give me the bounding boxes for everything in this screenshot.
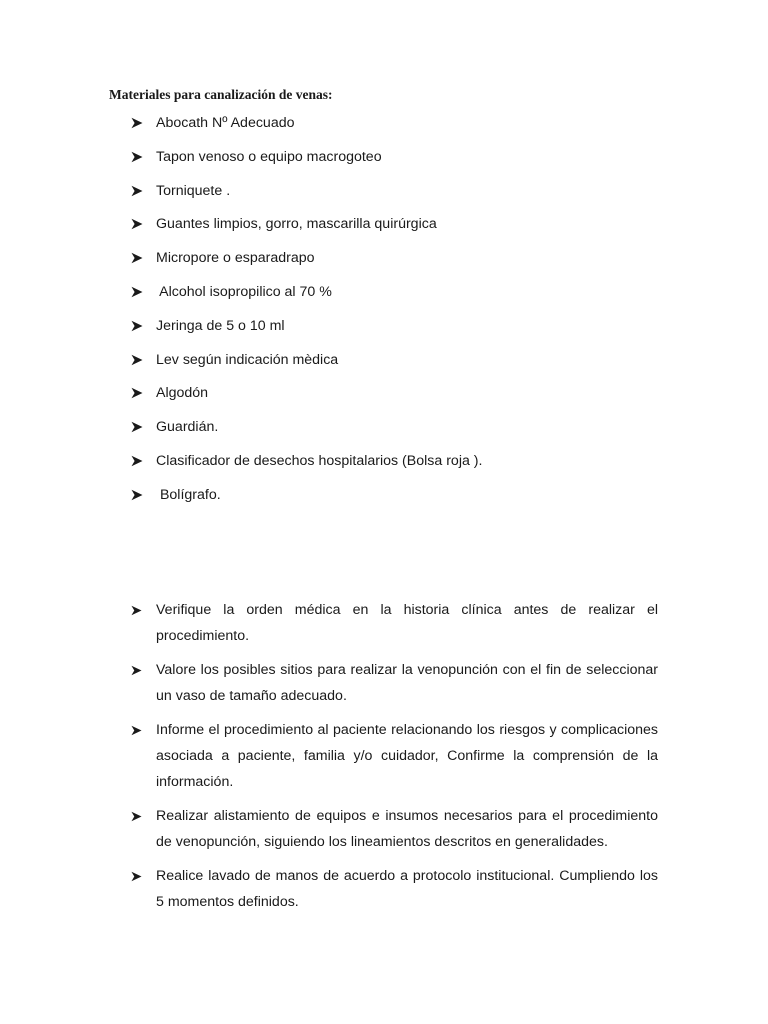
arrowhead-bullet-icon (131, 658, 156, 676)
materials-list (131, 113, 482, 519)
procedure-text: Informe el procedimiento al paciente relacionando los riesgos y complicaciones asociada a paciente, familia y/o cuidador, Confirme la comprensión de la información. (156, 722, 658, 790)
arrowhead-bullet-icon (131, 804, 156, 822)
material-text: Bolígrafo. (156, 486, 221, 503)
arrowhead-bullet-icon (131, 718, 156, 736)
material-text: Jeringa de 5 o 10 ml (156, 317, 285, 334)
material-text: Guardián. (156, 419, 219, 436)
procedure-text: Realizar alistamiento de equipos e insumos necesarios para el procedimiento de venopunción, siguiendo los lineamientos descritos en generalidades. (156, 808, 658, 850)
list-item (131, 718, 658, 795)
material-text: Tapon venoso o equipo macrogoteo (156, 148, 382, 165)
list-item (131, 451, 482, 485)
procedures-list (131, 598, 658, 924)
list-item (131, 383, 482, 417)
arrowhead-bullet-icon (131, 214, 156, 230)
material-text: Abocath Nº Adecuado (156, 115, 295, 131)
material-text: Torniquete . (156, 182, 231, 199)
list-item (131, 598, 658, 650)
material-text: Alcohol isopropilico al 70 % (156, 283, 332, 300)
arrowhead-bullet-icon (131, 181, 156, 197)
arrowhead-bullet-icon (131, 147, 156, 163)
list-item (131, 181, 482, 215)
material-text: Micropore o esparadrapo (156, 250, 315, 267)
material-text: Guantes limpios, gorro, mascarilla quirúrgica (156, 216, 437, 233)
arrowhead-bullet-icon (131, 417, 156, 433)
arrowhead-bullet-icon (131, 350, 156, 366)
list-item (131, 113, 482, 147)
procedure-text: Verifique la orden médica en la historia clínica antes de realizar el procedimiento. (156, 602, 658, 644)
list-item (131, 350, 482, 384)
arrowhead-bullet-icon (131, 383, 156, 399)
arrowhead-bullet-icon (131, 864, 156, 882)
list-item (131, 282, 482, 316)
list-item (131, 864, 658, 916)
procedure-text: Realice lavado de manos de acuerdo a protocolo institucional. Cumpliendo los 5 momentos definidos. (156, 868, 658, 910)
list-item (131, 248, 482, 282)
materials-heading: Materiales para canalización de venas: (109, 87, 333, 102)
list-item (131, 417, 482, 451)
list-item (131, 804, 658, 856)
list-item (131, 485, 482, 519)
arrowhead-bullet-icon (131, 282, 156, 298)
material-text: Lev según indicación mèdica (156, 351, 339, 368)
arrowhead-bullet-icon (131, 316, 156, 332)
material-text: Clasificador de desechos hospitalarios (Bolsa roja ). (156, 452, 483, 469)
arrowhead-bullet-icon (131, 248, 156, 264)
list-item (131, 214, 482, 248)
material-text: Algodón (156, 385, 209, 402)
list-item (131, 147, 482, 181)
arrowhead-bullet-icon (131, 485, 156, 501)
list-item (131, 316, 482, 350)
procedure-text: Valore los posibles sitios para realizar la venopunción con el fin de seleccionar un vaso de tamaño adecuado. (156, 662, 658, 704)
arrowhead-bullet-icon (131, 598, 156, 616)
arrowhead-bullet-icon (131, 113, 156, 129)
arrowhead-bullet-icon (131, 451, 156, 467)
list-item (131, 658, 658, 710)
